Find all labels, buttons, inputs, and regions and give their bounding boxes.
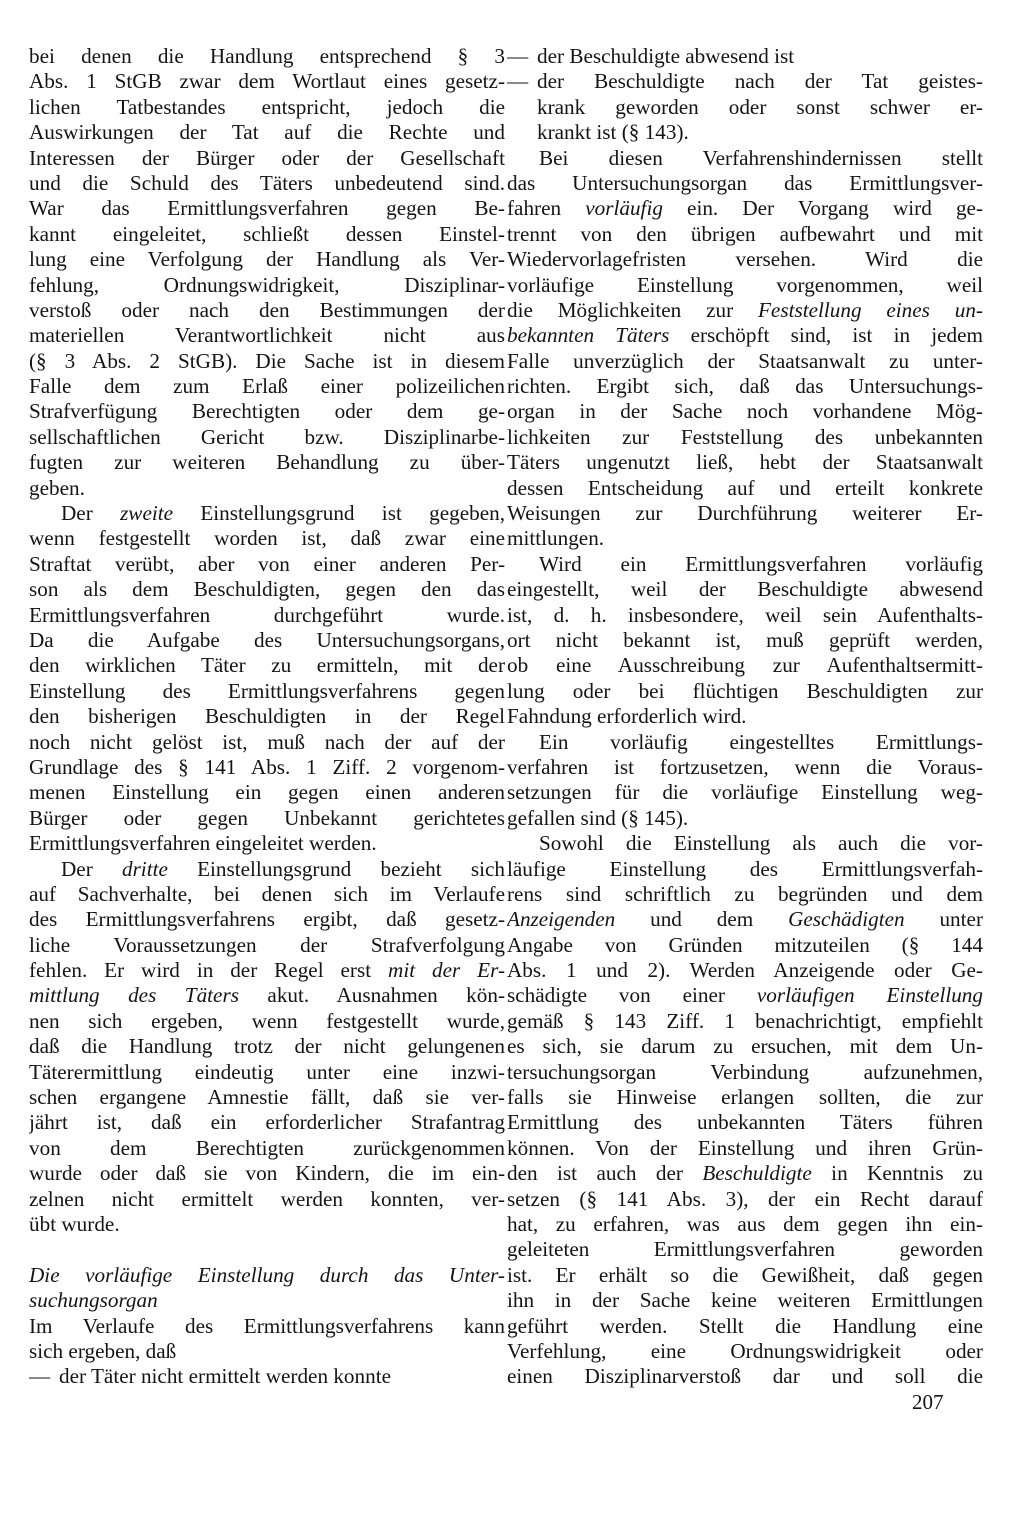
- left-column-line: [29, 526, 505, 551]
- line-text: der Beschuldigte nach der Tat geistes-: [537, 69, 983, 94]
- right-column-line: [507, 552, 983, 577]
- line-text: organ in der Sache noch vorhandene Mög-: [507, 399, 983, 424]
- line-text: Grundlage des § 141 Abs. 1 Ziff. 2 vorgenom-: [29, 754, 505, 779]
- left-column-line: [29, 653, 505, 678]
- right-column-line: [507, 95, 983, 120]
- line-text: des Ermittlungsverfahrens ergibt, daß gesetz-: [29, 907, 505, 932]
- line-text: Ein vorläufig eingestelltes Ermittlungs-: [539, 729, 983, 754]
- right-column-line: [507, 1161, 983, 1186]
- line-text: Straftat verübt, aber von einer anderen Per-: [29, 551, 505, 576]
- line-text: geleiteten Ermittlungsverfahren geworden: [507, 1237, 983, 1262]
- line-text: gefallen sind (§ 145).: [507, 805, 689, 830]
- list-dash: —: [507, 69, 529, 94]
- right-column-line: [507, 755, 983, 780]
- emphasis-text: vorläufig: [585, 196, 663, 221]
- left-column-line: [29, 730, 505, 755]
- right-column-line: [507, 476, 983, 501]
- left-column-line: [29, 146, 505, 171]
- line-text: vorläufige Einstellung vorgenommen, weil: [507, 272, 983, 297]
- right-column-line: [507, 780, 983, 805]
- right-column-line: [507, 831, 983, 856]
- line-text: Täterermittlung eindeutig unter eine inzwi-: [29, 1059, 505, 1084]
- left-column-line: [29, 273, 505, 298]
- line-text: Ermittlung des unbekannten Täters führen: [507, 1110, 983, 1135]
- left-column-line: [29, 171, 505, 196]
- right-column-line: [507, 196, 983, 221]
- list-dash: —: [507, 44, 529, 68]
- page-number: 207: [912, 1390, 944, 1414]
- left-column-line: [29, 1009, 505, 1034]
- left-column-line: [29, 476, 505, 501]
- left-column-line: [29, 1314, 505, 1339]
- left-column-line: [29, 1237, 505, 1262]
- line-text: falls sie Hinweise erlangen sollten, die zur: [507, 1085, 983, 1110]
- right-column-line: [507, 577, 983, 602]
- line-text: ob eine Ausschreibung zur Aufenthaltsermitt-: [507, 653, 983, 678]
- line-text: ihn in der Sache keine weiteren Ermittlungen: [507, 1288, 983, 1313]
- line-text: ort nicht bekannt ist, muß geprüft werden,: [507, 627, 983, 652]
- line-text: richten. Ergibt sich, daß das Untersuchungs-: [507, 374, 983, 399]
- line-text: Abs. 1 StGB zwar dem Wortlaut eines gesetz-: [29, 69, 505, 94]
- line-text: fahren: [507, 196, 586, 221]
- left-column-line: [29, 907, 505, 932]
- line-text: Auswirkungen der Tat auf die Rechte und: [29, 120, 505, 145]
- line-text: lichen Tatbestandes entspricht, jedoch die: [29, 94, 505, 119]
- left-column-line: [29, 603, 505, 628]
- left-column-line: [29, 196, 505, 221]
- line-text: Wiedervorlagefristen versehen. Wird die: [507, 247, 983, 272]
- left-column-line: [29, 120, 505, 145]
- right-column-line: [507, 298, 983, 323]
- line-text: Weisungen zur Durchführung weiterer Er-: [507, 501, 983, 526]
- left-column-line: [29, 1212, 505, 1237]
- line-text: Fahndung erforderlich wird.: [507, 704, 747, 729]
- right-column-line: [507, 1110, 983, 1135]
- line-text: nen sich ergeben, wenn festgestellt wurde,: [29, 1008, 505, 1033]
- right-column-line: [507, 628, 983, 653]
- left-column-line: [29, 1136, 505, 1161]
- line-text: Falle dem zum Erlaß einer polizeilichen: [29, 374, 505, 399]
- right-column-line: [507, 323, 983, 348]
- right-column-line: [507, 1314, 983, 1339]
- line-text: lichkeiten zur Feststellung des unbekannten: [507, 424, 983, 449]
- line-text: den wirklichen Täter zu ermitteln, mit der: [29, 653, 505, 678]
- left-column-line: [29, 679, 505, 704]
- right-column-line: [507, 69, 983, 94]
- line-text: menen Einstellung ein gegen einen anderen: [29, 780, 505, 805]
- line-text: wenn festgestellt worden ist, daß zwar eine: [29, 526, 505, 551]
- line-text: liche Voraussetzungen der Strafverfolgung: [29, 932, 505, 957]
- left-column-line: [29, 780, 505, 805]
- line-text: hat, zu erfahren, was aus dem gegen ihn ein-: [507, 1211, 983, 1236]
- line-text: Einstellung des Ermittlungsverfahrens gegen: [29, 678, 505, 703]
- line-text: Ermittlungsverfahren eingeleitet werden.: [29, 831, 377, 856]
- left-column-line: [29, 755, 505, 780]
- emphasis-text: Die vorläufige Einstellung durch das Unter-: [29, 1262, 505, 1287]
- right-column-line: [507, 399, 983, 424]
- line-text: daß die Handlung trotz der nicht gelungenen: [29, 1034, 505, 1059]
- left-column-line: [29, 704, 505, 729]
- left-column-line: [29, 882, 505, 907]
- line-text: schen ergangene Amnestie fällt, daß sie ver-: [29, 1085, 505, 1110]
- line-text: Der: [61, 501, 121, 526]
- line-text: ist, d. h. insbesondere, weil sein Aufenthalts-: [507, 602, 983, 627]
- line-text: der Täter nicht ermittelt werden konnte: [59, 1364, 392, 1389]
- line-text: son als dem Beschuldigten, gegen den das: [29, 577, 505, 602]
- line-text: einen Disziplinarverstoß dar und soll die: [507, 1364, 983, 1389]
- line-text: bei denen die Handlung entsprechend § 3: [29, 44, 505, 68]
- left-column-line: [29, 1263, 505, 1288]
- line-text: verfahren ist fortzusetzen, wenn die Voraus-: [507, 754, 983, 779]
- right-column-line: [507, 349, 983, 374]
- left-column-line: [29, 831, 505, 856]
- line-text: lung eine Verfolgung der Handlung als Ver-: [29, 247, 505, 272]
- line-text: zelnen nicht ermittelt werden konnten, ver-: [29, 1186, 505, 1211]
- right-column-line: [507, 603, 983, 628]
- line-text: Wird ein Ermittlungsverfahren vorläufig: [539, 551, 983, 576]
- line-text: läufige Einstellung des Ermittlungsverfah-: [507, 856, 983, 881]
- left-text-column: [29, 44, 505, 1390]
- line-text: Abs. 1 und 2). Werden Anzeigende oder Ge-: [507, 958, 983, 983]
- right-column-line: [507, 730, 983, 755]
- line-text: können. Von der Einstellung und ihren Grün-: [507, 1135, 983, 1160]
- line-text: Der: [61, 856, 122, 881]
- line-text: kannt eingeleitet, schließt dessen Einstel-: [29, 221, 505, 246]
- line-text: Bürger oder gegen Unbekannt gerichtetes: [29, 805, 505, 830]
- line-text: setzungen für die vorläufige Einstellung weg-: [507, 780, 983, 805]
- line-text: Einstellungsgrund ist gegeben,: [173, 501, 505, 526]
- line-text: Einstellungsgrund bezieht sich: [167, 856, 505, 881]
- right-column-line: [507, 425, 983, 450]
- line-text: fehlung, Ordnungswidrigkeit, Disziplinar-: [29, 272, 505, 297]
- left-column-line: [29, 1161, 505, 1186]
- left-column-line: [29, 933, 505, 958]
- line-text: das Untersuchungsorgan das Ermittlungsver-: [507, 170, 983, 195]
- line-text: Täters ungenutzt ließ, hebt der Staatsanwalt: [507, 450, 983, 475]
- line-text: und die Schuld des Täters unbedeutend sind.: [29, 170, 505, 195]
- line-text: den bisherigen Beschuldigten in der Regel: [29, 704, 505, 729]
- left-column-line: [29, 857, 505, 882]
- emphasis-text: dritte: [121, 856, 168, 881]
- line-text: Ermittlungsverfahren durchgeführt wurde.: [29, 602, 505, 627]
- line-text: gemäß § 143 Ziff. 1 benachrichtigt, empfiehlt: [507, 1008, 983, 1033]
- line-text: übt wurde.: [29, 1211, 120, 1236]
- right-column-line: [507, 171, 983, 196]
- line-text: jährt ist, daß ein erforderlicher Strafantrag: [29, 1110, 505, 1135]
- left-column-line: [29, 425, 505, 450]
- line-text: (§ 3 Abs. 2 StGB). Die Sache ist in diesem: [29, 348, 505, 373]
- right-column-line: [507, 958, 983, 983]
- line-text: Interessen der Bürger oder der Gesellschaft: [29, 145, 505, 170]
- right-column-line: [507, 857, 983, 882]
- emphasis-text: mittlung des Täters: [29, 983, 239, 1008]
- right-column-line: [507, 501, 983, 526]
- line-text: Verfehlung, eine Ordnungswidrigkeit oder: [507, 1338, 983, 1363]
- right-column-line: [507, 1237, 983, 1262]
- emphasis-text: zweite: [120, 501, 174, 526]
- left-column-line: [29, 222, 505, 247]
- line-text: den ist auch der: [507, 1161, 703, 1186]
- line-text: dessen Entscheidung auf und erteilt konkrete: [507, 475, 983, 500]
- list-dash: —: [29, 1364, 51, 1389]
- right-column-line: [507, 704, 983, 729]
- line-text: erschöpft sind, ist in jedem: [669, 323, 983, 348]
- right-column-line: [507, 1009, 983, 1034]
- emphasis-text: mit der Er-: [388, 958, 505, 983]
- line-text: materiellen Verantwortlichkeit nicht aus: [29, 323, 505, 348]
- right-column-line: [507, 1212, 983, 1237]
- line-text: Sowohl die Einstellung als auch die vor-: [539, 831, 983, 856]
- line-text: Falle unverzüglich der Staatsanwalt zu unter-: [507, 348, 983, 373]
- line-text: geführt werden. Stellt die Handlung eine: [507, 1313, 983, 1338]
- left-column-line: [29, 577, 505, 602]
- line-text: in Kenntnis zu: [811, 1161, 983, 1186]
- right-column-line: [507, 120, 983, 145]
- left-column-line: [29, 374, 505, 399]
- line-text: schädigte von einer: [507, 983, 757, 1008]
- left-column-line: [29, 44, 505, 69]
- line-text: Angabe von Gründen mitzuteilen (§ 144: [507, 932, 983, 957]
- left-column-line: [29, 958, 505, 983]
- line-text: und dem: [615, 907, 789, 932]
- left-column-line: [29, 628, 505, 653]
- right-column-line: [507, 247, 983, 272]
- line-text: rens sind schriftlich zu begründen und dem: [507, 881, 983, 906]
- line-text: es sich, sie darum zu ersuchen, mit dem Un-: [507, 1034, 983, 1059]
- line-text: tersuchungsorgan Verbindung aufzunehmen,: [507, 1059, 983, 1084]
- line-text: mittlungen.: [507, 526, 605, 551]
- right-column-line: [507, 1339, 983, 1364]
- line-text: ein. Der Vorgang wird ge-: [662, 196, 983, 221]
- line-text: fugten zur weiteren Behandlung zu über-: [29, 450, 505, 475]
- line-text: Bei diesen Verfahrenshindernissen stellt: [539, 145, 983, 170]
- left-column-line: [29, 399, 505, 424]
- right-column-line: [507, 374, 983, 399]
- right-column-line: [507, 1085, 983, 1110]
- line-text: ist. Er erhält so die Gewißheit, daß gegen: [507, 1262, 983, 1287]
- line-text: Im Verlaufe des Ermittlungsverfahrens kann: [29, 1313, 505, 1338]
- emphasis-text: suchungsorgan: [29, 1288, 158, 1313]
- line-text: setzen (§ 141 Abs. 3), der ein Recht darauf: [507, 1186, 983, 1211]
- left-column-line: [29, 1288, 505, 1313]
- left-column-line: [29, 1034, 505, 1059]
- line-text: fehlen. Er wird in der Regel erst: [29, 958, 389, 983]
- line-text: eingestellt, weil der Beschuldigte abwesend: [507, 577, 983, 602]
- right-column-line: [507, 1263, 983, 1288]
- right-column-line: [507, 1187, 983, 1212]
- left-column-line: [29, 69, 505, 94]
- line-text: noch nicht gelöst ist, muß nach der auf der: [29, 729, 505, 754]
- left-column-line: [29, 1339, 505, 1364]
- right-column-line: [507, 273, 983, 298]
- left-column-line: [29, 1085, 505, 1110]
- line-text: wurde oder daß sie von Kindern, die im ein-: [29, 1161, 505, 1186]
- left-column-line: [29, 552, 505, 577]
- left-column-line: [29, 1110, 505, 1135]
- line-text: von dem Berechtigten zurückgenommen: [29, 1135, 505, 1160]
- left-column-line: [29, 806, 505, 831]
- line-text: krank geworden oder sonst schwer er-: [537, 94, 983, 119]
- right-column-line: [507, 1060, 983, 1085]
- left-column-line: [29, 323, 505, 348]
- left-column-line: [29, 501, 505, 526]
- right-column-line: [507, 1136, 983, 1161]
- line-text: akut. Ausnahmen kön-: [238, 983, 505, 1008]
- line-text: sich ergeben, daß: [29, 1338, 177, 1363]
- right-column-line: [507, 44, 983, 69]
- left-column-line: [29, 1364, 505, 1389]
- right-column-line: [507, 1034, 983, 1059]
- left-column-line: [29, 298, 505, 323]
- right-column-line: [507, 806, 983, 831]
- emphasis-text: Feststellung eines un-: [757, 297, 983, 322]
- emphasis-text: Geschädigten: [788, 907, 905, 932]
- line-text: sellschaftlichen Gericht bzw. Disziplinarbe-: [29, 424, 505, 449]
- line-text: lung oder bei flüchtigen Beschuldigten zur: [507, 678, 983, 703]
- right-column-line: [507, 222, 983, 247]
- line-text: die Möglichkeiten zur: [507, 297, 758, 322]
- left-column-line: [29, 349, 505, 374]
- right-column-line: [507, 653, 983, 678]
- line-text: unter: [904, 907, 983, 932]
- right-column-line: [507, 450, 983, 475]
- right-column-line: [507, 882, 983, 907]
- line-text: Da die Aufgabe des Untersuchungsorgans,: [29, 627, 505, 652]
- left-column-line: [29, 450, 505, 475]
- left-column-line: [29, 95, 505, 120]
- left-column-line: [29, 1060, 505, 1085]
- right-text-column: [507, 44, 983, 1390]
- right-column-line: [507, 526, 983, 551]
- left-column-line: [29, 1187, 505, 1212]
- right-column-line: [507, 907, 983, 932]
- line-text: verstoß oder nach den Bestimmungen der: [29, 297, 505, 322]
- right-column-line: [507, 1364, 983, 1389]
- right-column-line: [507, 983, 983, 1008]
- line-text: auf Sachverhalte, bei denen sich im Verlaufe: [29, 881, 505, 906]
- line-text: War das Ermittlungsverfahren gegen Be-: [29, 196, 505, 221]
- right-column-line: [507, 933, 983, 958]
- emphasis-text: Beschuldigte: [702, 1161, 812, 1186]
- line-text: geben.: [29, 475, 85, 500]
- right-column-line: [507, 146, 983, 171]
- line-text: der Beschuldigte abwesend ist: [537, 44, 795, 68]
- left-column-line: [29, 247, 505, 272]
- line-text: trennt von den übrigen aufbewahrt und mit: [507, 221, 983, 246]
- line-text: Strafverfügung Berechtigten oder dem ge-: [29, 399, 505, 424]
- right-column-line: [507, 679, 983, 704]
- right-column-line: [507, 1288, 983, 1313]
- emphasis-text: bekannten Täters: [507, 323, 670, 348]
- emphasis-text: vorläufigen Einstellung: [756, 983, 983, 1008]
- left-column-line: [29, 983, 505, 1008]
- emphasis-text: Anzeigenden: [507, 907, 616, 932]
- line-text: krankt ist (§ 143).: [537, 120, 689, 145]
